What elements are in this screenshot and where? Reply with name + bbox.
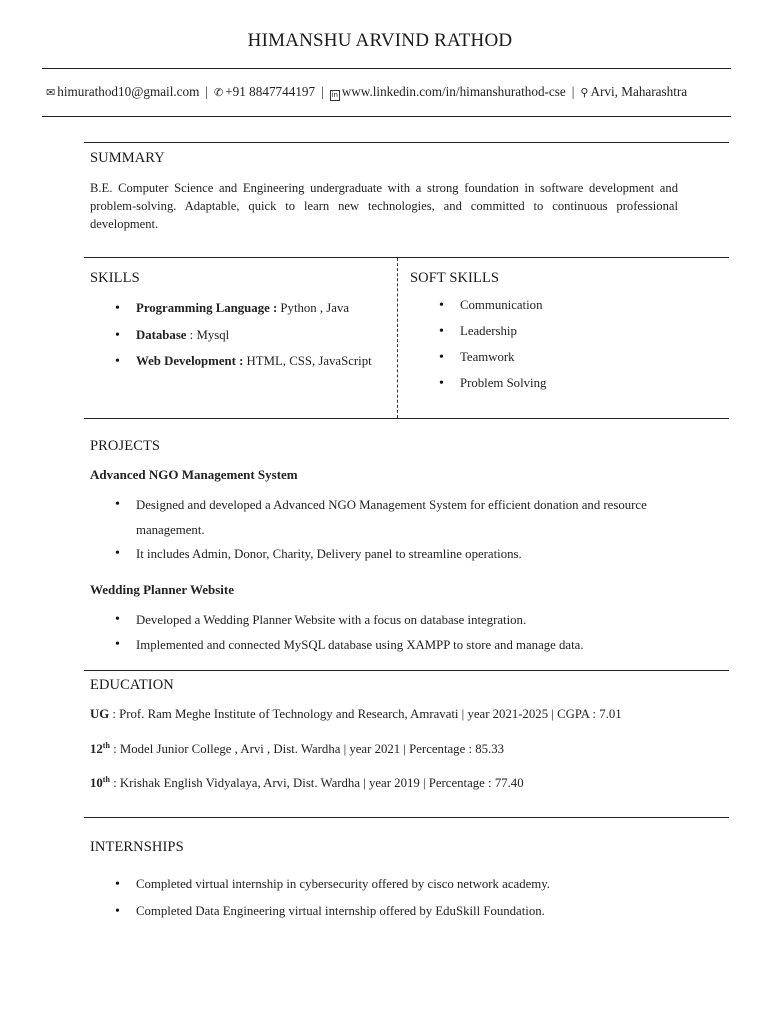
education-level: 12 [90, 742, 103, 756]
list-item [136, 354, 372, 381]
envelope-icon: ✉ [46, 87, 56, 99]
skills-top-rule [84, 257, 729, 258]
project-bullets [136, 493, 696, 567]
education-entry [90, 742, 504, 757]
list-item: • Implemented and connected MySQL database using XAMPP to store and manage data. [136, 633, 716, 658]
location: Arvi, Maharashtra [590, 84, 688, 99]
education-detail: : Prof. Ram Meghe Institute of Technology and Research, Amravati | year 2021-2025 | CGPA : 7.01 [109, 707, 622, 721]
separator: | [205, 84, 209, 99]
contact-line [46, 84, 726, 101]
education-detail: : Model Junior College , Arvi , Dist. Wardha | year 2021 | Percentage : 85.33 [109, 742, 505, 756]
skills-heading: SKILLS [90, 270, 140, 286]
project-title: Advanced NGO Management System [90, 467, 298, 482]
list-item: • Leadership [460, 324, 546, 350]
summary-text: B.E. Computer Science and Engineering undergraduate with a strong foundation in software development and problem-solving. Adaptable, quick to learn new technologies, and committed to continuous professional development. [90, 181, 678, 231]
list-item: • Problem Solving [460, 376, 546, 402]
email-link[interactable]: himurathod10@gmail.com [57, 84, 200, 99]
list-item: • Communication [460, 298, 546, 324]
skills-list [136, 301, 372, 381]
list-item: • Completed Data Engineering virtual internship offered by EduSkill Foundation. [136, 904, 550, 931]
skill-label: Database [136, 327, 187, 342]
skill-label: Web Development : [136, 354, 244, 368]
summary-heading: SUMMARY [90, 150, 165, 166]
education-detail: : Krishak English Vidyalaya, Arvi, Dist. Wardha | year 2019 | Percentage : 77.40 [109, 776, 524, 790]
education-top-rule [84, 670, 729, 671]
phone-number[interactable]: +91 8847744197 [225, 84, 316, 99]
list-item [136, 301, 372, 328]
list-item [136, 328, 372, 355]
internships-list [136, 877, 550, 931]
location-pin-icon: ⚲ [580, 87, 589, 99]
projects-heading: PROJECTS [90, 438, 161, 454]
internships-top-rule [84, 817, 729, 818]
separator: | [321, 84, 324, 99]
education-level: 10 [90, 776, 103, 790]
linkedin-link[interactable]: www.linkedin.com/in/himanshurathod-cse [341, 84, 566, 99]
header-top-rule [42, 68, 731, 69]
resume-name: HIMANSHU ARVIND RATHOD [247, 30, 513, 51]
list-item: • Developed a Wedding Planner Website with a focus on database integration. [136, 608, 716, 633]
summary-top-rule [84, 142, 729, 143]
list-item: • Completed virtual internship in cybersecurity offered by cisco network academy. [136, 877, 550, 904]
column-divider [397, 258, 398, 418]
skill-value: : Mysql [186, 327, 230, 342]
skill-value: HTML, CSS, JavaScript [243, 354, 372, 368]
skill-label: Programming Language : [136, 301, 278, 315]
header-bottom-rule [42, 116, 731, 117]
education-heading: EDUCATION [90, 677, 174, 693]
list-item: • It includes Admin, Donor, Charity, Delivery panel to streamline operations. [136, 542, 696, 567]
projects-top-rule [84, 418, 729, 419]
education-entry [90, 707, 622, 722]
education-entry [90, 776, 524, 791]
list-item: • Teamwork [460, 350, 546, 376]
soft-skills-heading: SOFT SKILLS [410, 270, 500, 286]
phone-icon: ✆ [214, 87, 224, 99]
linkedin-icon: in [331, 91, 338, 99]
education-level: UG [90, 707, 110, 721]
project-title: Wedding Planner Website [90, 582, 234, 597]
education-level-suffix: th [102, 775, 110, 784]
project-bullets [136, 608, 716, 657]
education-level-suffix: th [102, 741, 110, 750]
list-item: • Designed and developed a Advanced NGO Management System for efficient donation and resource management. [136, 493, 696, 542]
internships-heading: INTERNSHIPS [90, 839, 184, 855]
skill-value: Python , Java [277, 301, 350, 315]
soft-skills-list [460, 298, 546, 402]
separator: | [571, 84, 575, 99]
